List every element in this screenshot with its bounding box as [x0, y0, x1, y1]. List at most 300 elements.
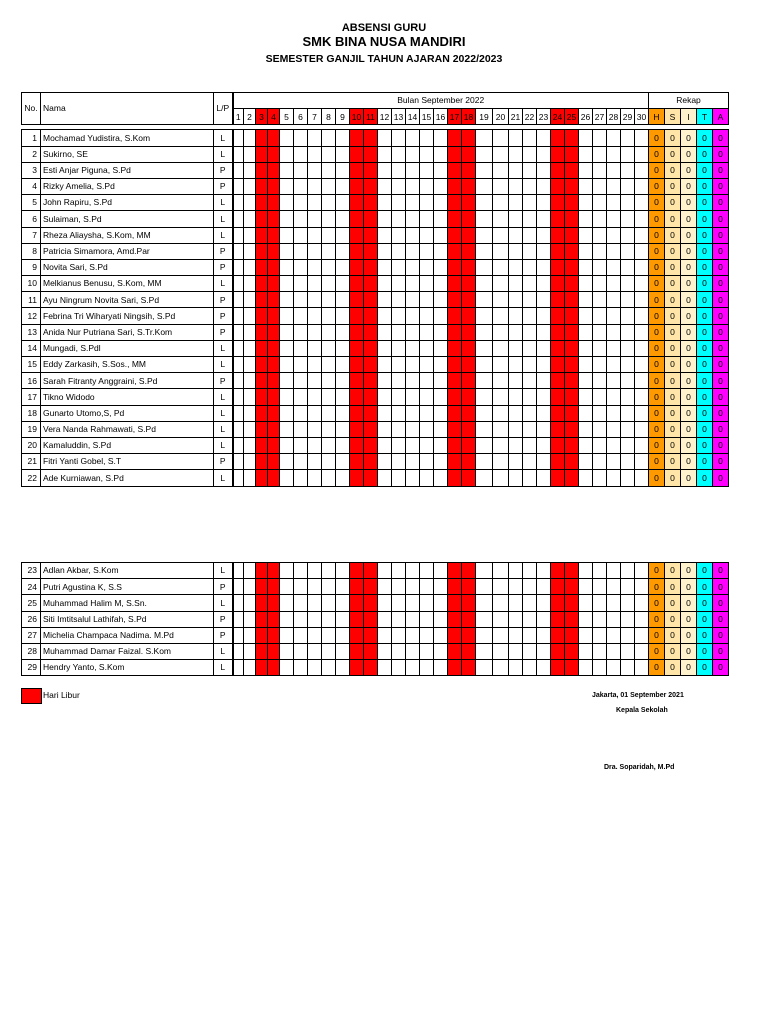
day-cell-30 — [635, 211, 649, 227]
day-cell-20 — [493, 643, 509, 659]
rekap-a-value: 0 — [713, 243, 729, 259]
day-cell-10 — [350, 357, 364, 373]
day-cell-7 — [308, 389, 322, 405]
day-cell-23 — [537, 454, 551, 470]
day-cell-9 — [336, 324, 350, 340]
day-cell-16 — [434, 211, 448, 227]
day-cell-11 — [364, 611, 378, 627]
day-cell-13 — [392, 276, 406, 292]
day-cell-22 — [523, 627, 537, 643]
rekap-i-value: 0 — [681, 308, 697, 324]
day-cell-26 — [579, 611, 593, 627]
teacher-number: 20 — [22, 437, 41, 453]
holiday-legend-swatch — [21, 688, 42, 704]
day-cell-28 — [607, 195, 621, 211]
rekap-s-value: 0 — [665, 389, 681, 405]
day-cell-30 — [635, 421, 649, 437]
rekap-header-i: I — [681, 109, 697, 125]
rekap-h-value: 0 — [649, 389, 665, 405]
day-cell-29 — [621, 595, 635, 611]
day-cell-9 — [336, 611, 350, 627]
day-cell-1 — [233, 421, 244, 437]
day-cell-16 — [434, 130, 448, 146]
day-header-10: 10 — [350, 109, 364, 125]
rekap-s-value: 0 — [665, 454, 681, 470]
teacher-gender: L — [214, 660, 233, 676]
day-cell-10 — [350, 276, 364, 292]
day-cell-28 — [607, 211, 621, 227]
day-cell-4 — [268, 405, 280, 421]
day-cell-7 — [308, 660, 322, 676]
day-cell-8 — [322, 211, 336, 227]
table-row — [22, 324, 729, 340]
day-cell-24 — [551, 437, 565, 453]
day-header-29: 29 — [621, 109, 635, 125]
day-cell-4 — [268, 627, 280, 643]
teacher-name: Fitri Yanti Gobel, S.T — [41, 454, 214, 470]
day-cell-23 — [537, 643, 551, 659]
day-cell-16 — [434, 563, 448, 579]
day-cell-14 — [406, 437, 420, 453]
rekap-h-value: 0 — [649, 292, 665, 308]
rekap-a-value: 0 — [713, 178, 729, 194]
day-cell-26 — [579, 259, 593, 275]
day-cell-13 — [392, 470, 406, 486]
day-cell-24 — [551, 243, 565, 259]
day-cell-1 — [233, 276, 244, 292]
day-cell-17 — [448, 211, 462, 227]
day-cell-12 — [378, 563, 392, 579]
rekap-t-value: 0 — [697, 276, 713, 292]
day-cell-9 — [336, 178, 350, 194]
teacher-number: 9 — [22, 259, 41, 275]
teacher-number: 8 — [22, 243, 41, 259]
rekap-t-value: 0 — [697, 611, 713, 627]
day-cell-7 — [308, 627, 322, 643]
day-cell-10 — [350, 454, 364, 470]
day-cell-19 — [476, 259, 493, 275]
table-row — [22, 405, 729, 421]
day-cell-8 — [322, 563, 336, 579]
day-cell-17 — [448, 340, 462, 356]
day-header-25: 25 — [565, 109, 579, 125]
day-cell-24 — [551, 357, 565, 373]
rekap-s-value: 0 — [665, 563, 681, 579]
day-cell-22 — [523, 308, 537, 324]
day-cell-2 — [244, 357, 256, 373]
rekap-h-value: 0 — [649, 660, 665, 676]
day-cell-13 — [392, 454, 406, 470]
table-row — [22, 660, 729, 676]
day-cell-1 — [233, 437, 244, 453]
day-cell-12 — [378, 357, 392, 373]
day-cell-8 — [322, 627, 336, 643]
teacher-number: 28 — [22, 643, 41, 659]
day-cell-26 — [579, 130, 593, 146]
day-cell-18 — [462, 454, 476, 470]
day-cell-7 — [308, 595, 322, 611]
day-cell-27 — [593, 146, 607, 162]
day-cell-12 — [378, 292, 392, 308]
table-row — [22, 178, 729, 194]
day-cell-24 — [551, 389, 565, 405]
day-cell-5 — [280, 595, 294, 611]
day-cell-10 — [350, 340, 364, 356]
day-cell-3 — [256, 195, 268, 211]
day-cell-25 — [565, 563, 579, 579]
day-cell-21 — [509, 162, 523, 178]
day-cell-28 — [607, 470, 621, 486]
teacher-number: 3 — [22, 162, 41, 178]
teacher-number: 1 — [22, 130, 41, 146]
day-cell-16 — [434, 357, 448, 373]
rekap-a-value: 0 — [713, 357, 729, 373]
day-cell-17 — [448, 178, 462, 194]
day-cell-30 — [635, 470, 649, 486]
day-cell-15 — [420, 195, 434, 211]
day-cell-11 — [364, 421, 378, 437]
teacher-gender: P — [214, 454, 233, 470]
day-cell-6 — [294, 579, 308, 595]
day-cell-14 — [406, 579, 420, 595]
day-cell-8 — [322, 292, 336, 308]
day-cell-1 — [233, 563, 244, 579]
day-cell-21 — [509, 276, 523, 292]
teacher-gender: L — [214, 227, 233, 243]
day-cell-16 — [434, 627, 448, 643]
day-cell-18 — [462, 373, 476, 389]
day-cell-22 — [523, 195, 537, 211]
day-cell-15 — [420, 643, 434, 659]
day-cell-6 — [294, 146, 308, 162]
teacher-name: Muhammad Damar Faizal. S.Kom — [41, 643, 214, 659]
day-cell-5 — [280, 227, 294, 243]
rekap-a-value: 0 — [713, 324, 729, 340]
day-cell-20 — [493, 211, 509, 227]
day-cell-23 — [537, 195, 551, 211]
day-cell-14 — [406, 324, 420, 340]
day-cell-30 — [635, 660, 649, 676]
day-cell-14 — [406, 308, 420, 324]
day-cell-14 — [406, 195, 420, 211]
day-cell-15 — [420, 292, 434, 308]
day-cell-27 — [593, 195, 607, 211]
col-header-rekap: Rekap — [649, 93, 729, 109]
day-cell-30 — [635, 627, 649, 643]
rekap-h-value: 0 — [649, 130, 665, 146]
day-cell-22 — [523, 162, 537, 178]
rekap-s-value: 0 — [665, 579, 681, 595]
table-row — [22, 357, 729, 373]
day-header-4: 4 — [268, 109, 280, 125]
day-cell-21 — [509, 373, 523, 389]
day-cell-6 — [294, 660, 308, 676]
day-cell-20 — [493, 611, 509, 627]
day-cell-17 — [448, 563, 462, 579]
day-cell-18 — [462, 389, 476, 405]
day-cell-2 — [244, 162, 256, 178]
rekap-s-value: 0 — [665, 146, 681, 162]
day-cell-19 — [476, 660, 493, 676]
day-cell-14 — [406, 130, 420, 146]
day-cell-7 — [308, 178, 322, 194]
day-cell-27 — [593, 405, 607, 421]
day-cell-3 — [256, 243, 268, 259]
day-cell-11 — [364, 146, 378, 162]
teacher-name: Sulaiman, S.Pd — [41, 211, 214, 227]
day-cell-21 — [509, 178, 523, 194]
rekap-i-value: 0 — [681, 178, 697, 194]
day-cell-15 — [420, 227, 434, 243]
rekap-h-value: 0 — [649, 357, 665, 373]
day-cell-1 — [233, 454, 244, 470]
rekap-t-value: 0 — [697, 308, 713, 324]
day-cell-18 — [462, 437, 476, 453]
day-cell-3 — [256, 595, 268, 611]
day-cell-8 — [322, 643, 336, 659]
rekap-i-value: 0 — [681, 340, 697, 356]
day-header-23: 23 — [537, 109, 551, 125]
day-cell-18 — [462, 276, 476, 292]
day-cell-17 — [448, 324, 462, 340]
day-cell-25 — [565, 627, 579, 643]
day-cell-17 — [448, 643, 462, 659]
day-cell-25 — [565, 178, 579, 194]
day-cell-4 — [268, 454, 280, 470]
day-cell-28 — [607, 259, 621, 275]
day-cell-12 — [378, 454, 392, 470]
day-cell-24 — [551, 595, 565, 611]
rekap-i-value: 0 — [681, 243, 697, 259]
day-cell-11 — [364, 195, 378, 211]
teacher-gender: L — [214, 357, 233, 373]
teacher-name: Mochamad Yudistira, S.Kom — [41, 130, 214, 146]
day-cell-5 — [280, 421, 294, 437]
day-cell-6 — [294, 227, 308, 243]
day-cell-23 — [537, 389, 551, 405]
day-cell-26 — [579, 563, 593, 579]
day-cell-20 — [493, 627, 509, 643]
day-cell-10 — [350, 579, 364, 595]
rekap-t-value: 0 — [697, 243, 713, 259]
day-cell-10 — [350, 611, 364, 627]
day-cell-10 — [350, 227, 364, 243]
day-cell-18 — [462, 357, 476, 373]
table-row — [22, 130, 729, 146]
day-cell-9 — [336, 627, 350, 643]
day-cell-19 — [476, 627, 493, 643]
day-cell-17 — [448, 627, 462, 643]
day-cell-19 — [476, 405, 493, 421]
day-cell-9 — [336, 357, 350, 373]
day-header-21: 21 — [509, 109, 523, 125]
rekap-h-value: 0 — [649, 243, 665, 259]
teacher-name: Mungadi, S.Pdl — [41, 340, 214, 356]
day-cell-21 — [509, 227, 523, 243]
rekap-s-value: 0 — [665, 211, 681, 227]
day-cell-15 — [420, 470, 434, 486]
table-row — [22, 211, 729, 227]
day-cell-9 — [336, 259, 350, 275]
day-cell-21 — [509, 595, 523, 611]
day-cell-15 — [420, 276, 434, 292]
day-cell-20 — [493, 563, 509, 579]
day-cell-29 — [621, 660, 635, 676]
day-cell-30 — [635, 454, 649, 470]
day-cell-24 — [551, 324, 565, 340]
rekap-i-value: 0 — [681, 470, 697, 486]
day-cell-24 — [551, 211, 565, 227]
teacher-number: 29 — [22, 660, 41, 676]
teacher-number: 12 — [22, 308, 41, 324]
day-cell-10 — [350, 259, 364, 275]
day-cell-25 — [565, 643, 579, 659]
day-cell-6 — [294, 454, 308, 470]
day-cell-11 — [364, 211, 378, 227]
day-cell-6 — [294, 130, 308, 146]
day-cell-19 — [476, 611, 493, 627]
rekap-s-value: 0 — [665, 162, 681, 178]
teacher-number: 14 — [22, 340, 41, 356]
day-cell-17 — [448, 470, 462, 486]
day-cell-17 — [448, 195, 462, 211]
day-cell-27 — [593, 421, 607, 437]
teacher-name: Vera Nanda Rahmawati, S.Pd — [41, 421, 214, 437]
day-cell-7 — [308, 611, 322, 627]
rekap-h-value: 0 — [649, 643, 665, 659]
day-cell-29 — [621, 243, 635, 259]
day-cell-1 — [233, 611, 244, 627]
teacher-gender: P — [214, 627, 233, 643]
day-cell-17 — [448, 421, 462, 437]
day-cell-26 — [579, 470, 593, 486]
day-cell-27 — [593, 611, 607, 627]
day-cell-17 — [448, 357, 462, 373]
day-cell-1 — [233, 579, 244, 595]
day-cell-30 — [635, 324, 649, 340]
day-cell-23 — [537, 130, 551, 146]
rekap-a-value: 0 — [713, 611, 729, 627]
day-cell-28 — [607, 389, 621, 405]
day-cell-21 — [509, 259, 523, 275]
day-cell-22 — [523, 243, 537, 259]
day-cell-14 — [406, 643, 420, 659]
day-cell-16 — [434, 308, 448, 324]
day-cell-12 — [378, 195, 392, 211]
rekap-i-value: 0 — [681, 660, 697, 676]
day-cell-1 — [233, 292, 244, 308]
day-cell-24 — [551, 162, 565, 178]
day-cell-23 — [537, 373, 551, 389]
day-cell-13 — [392, 146, 406, 162]
day-cell-13 — [392, 308, 406, 324]
day-cell-2 — [244, 563, 256, 579]
day-cell-1 — [233, 373, 244, 389]
day-cell-17 — [448, 162, 462, 178]
day-header-30: 30 — [635, 109, 649, 125]
teacher-gender: P — [214, 308, 233, 324]
day-cell-9 — [336, 227, 350, 243]
day-cell-12 — [378, 211, 392, 227]
rekap-a-value: 0 — [713, 276, 729, 292]
day-cell-24 — [551, 276, 565, 292]
day-cell-12 — [378, 595, 392, 611]
day-header-6: 6 — [294, 109, 308, 125]
day-cell-1 — [233, 243, 244, 259]
day-cell-8 — [322, 308, 336, 324]
rekap-h-value: 0 — [649, 595, 665, 611]
day-cell-13 — [392, 357, 406, 373]
day-cell-23 — [537, 308, 551, 324]
day-cell-20 — [493, 373, 509, 389]
day-cell-8 — [322, 437, 336, 453]
day-cell-7 — [308, 579, 322, 595]
teacher-name: Rheza Aliaysha, S.Kom, MM — [41, 227, 214, 243]
rekap-t-value: 0 — [697, 627, 713, 643]
day-cell-12 — [378, 405, 392, 421]
day-cell-26 — [579, 162, 593, 178]
day-cell-24 — [551, 643, 565, 659]
day-cell-17 — [448, 130, 462, 146]
day-cell-8 — [322, 373, 336, 389]
day-cell-4 — [268, 437, 280, 453]
school-name: SMK BINA NUSA MANDIRI — [302, 34, 466, 49]
teacher-gender: L — [214, 595, 233, 611]
day-cell-28 — [607, 308, 621, 324]
rekap-s-value: 0 — [665, 243, 681, 259]
rekap-t-value: 0 — [697, 324, 713, 340]
rekap-a-value: 0 — [713, 579, 729, 595]
day-cell-9 — [336, 643, 350, 659]
day-cell-13 — [392, 162, 406, 178]
day-cell-2 — [244, 195, 256, 211]
day-cell-2 — [244, 405, 256, 421]
day-cell-20 — [493, 130, 509, 146]
signature-role: Kepala Sekolah — [616, 707, 668, 714]
table-row — [22, 340, 729, 356]
day-cell-2 — [244, 454, 256, 470]
day-cell-1 — [233, 357, 244, 373]
rekap-s-value: 0 — [665, 227, 681, 243]
rekap-i-value: 0 — [681, 130, 697, 146]
day-cell-15 — [420, 405, 434, 421]
teacher-name: Patricia Simamora, Amd.Par — [41, 243, 214, 259]
day-cell-5 — [280, 470, 294, 486]
day-cell-9 — [336, 373, 350, 389]
day-cell-7 — [308, 130, 322, 146]
day-cell-7 — [308, 211, 322, 227]
rekap-i-value: 0 — [681, 276, 697, 292]
day-cell-10 — [350, 292, 364, 308]
day-cell-27 — [593, 389, 607, 405]
day-cell-9 — [336, 595, 350, 611]
rekap-h-value: 0 — [649, 579, 665, 595]
day-cell-4 — [268, 470, 280, 486]
day-cell-29 — [621, 276, 635, 292]
day-cell-6 — [294, 308, 308, 324]
day-cell-20 — [493, 405, 509, 421]
day-cell-1 — [233, 324, 244, 340]
teacher-name: John Rapiru, S.Pd — [41, 195, 214, 211]
day-cell-6 — [294, 178, 308, 194]
day-cell-13 — [392, 595, 406, 611]
day-cell-4 — [268, 579, 280, 595]
day-cell-9 — [336, 340, 350, 356]
rekap-t-value: 0 — [697, 421, 713, 437]
day-cell-12 — [378, 162, 392, 178]
day-cell-28 — [607, 292, 621, 308]
rekap-a-value: 0 — [713, 292, 729, 308]
